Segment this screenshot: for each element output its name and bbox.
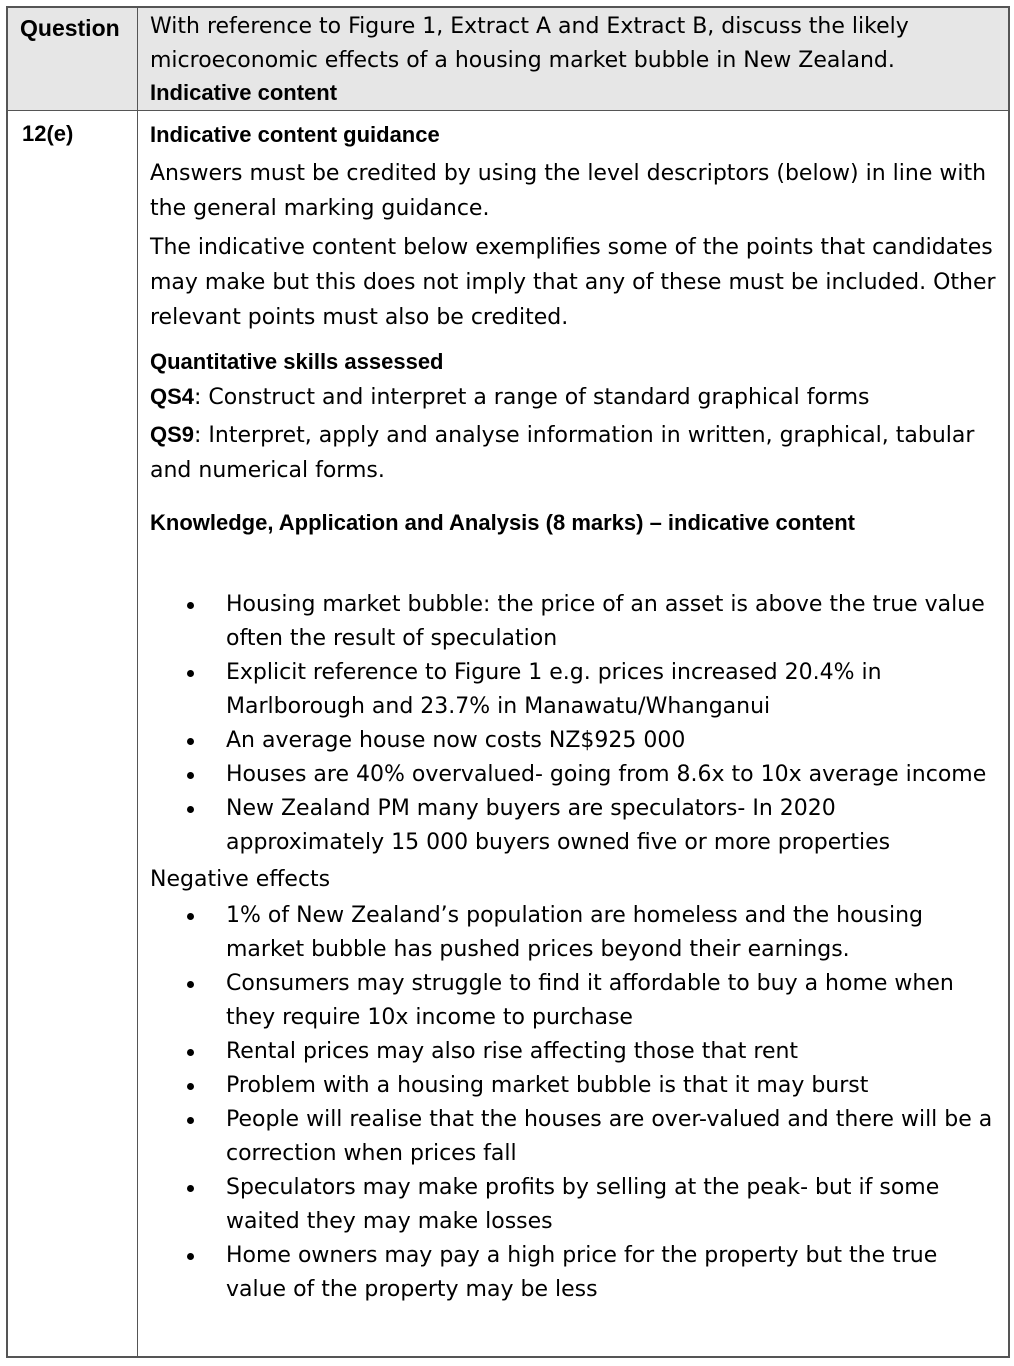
bullet-icon [187,1185,194,1192]
kaa-heading: Knowledge, Application and Analysis (8 marks) – indicative content [150,510,855,535]
skill-text: : Construct and interpret a range of standard graphical forms [194,385,870,410]
list-item-text: Houses are 40% overvalued- going from 8.6x to 10x average income [226,762,987,787]
list-item-text: 1% of New Zealand’s population are homeless and the housing market bubble has pushed prices beyond their earnings. [226,903,923,962]
list-item [150,724,998,758]
bullet-icon [187,981,194,988]
list-item-text: New Zealand PM many buyers are speculators- In 2020 approximately 15 000 buyers owned five or more properties [226,796,891,855]
list-item-text: People will realise that the houses are over-valued and there will be a correction when prices fall [226,1107,993,1166]
negative-effects-heading: Negative effects [150,867,331,892]
list-item [150,1171,998,1239]
column-divider [137,8,138,1356]
guidance-paragraph-1: Answers must be credited by using the level descriptors (below) in line with the general marking guidance. [150,161,987,221]
bullet-icon [187,1049,194,1056]
list-item [150,758,998,792]
list-item-text: Home owners may pay a high price for the property but the true value of the property may be less [226,1243,938,1302]
bullet-icon [187,738,194,745]
bullet-icon [187,772,194,779]
list-item-text: Problem with a housing market bubble is that it may burst [226,1073,869,1098]
list-item-text: An average house now costs NZ$925 000 [226,728,686,753]
kaa-bullet-list [150,588,998,860]
question-text: With reference to Figure 1, Extract A and Extract B, discuss the likely microeconomic effects of a housing market bubble in New Zealand. [150,14,909,73]
bullet-icon [187,1117,194,1124]
skill-qs4 [150,379,998,415]
bullet-icon [187,670,194,677]
list-item-text: Rental prices may also rise affecting those that rent [226,1039,799,1064]
indicative-content-label: Indicative content [150,80,338,105]
question-column-label: Question [20,15,120,41]
list-item [150,588,998,656]
list-item-text: Consumers may struggle to find it affordable to buy a home when they require 10x income to purchase [226,971,954,1030]
skills-heading: Quantitative skills assessed [150,349,444,374]
bullet-icon [187,1253,194,1260]
bullet-icon [187,913,194,920]
guidance-paragraph-2: The indicative content below exemplifies some of the points that candidates may make but this does not imply that any of these must be included. Other relevant points must also be credited. [150,235,996,330]
bullet-icon [187,1083,194,1090]
list-item [150,656,998,724]
list-item [150,899,998,967]
skill-text: : Interpret, apply and analyse information in written, graphical, tabular and numerical forms. [150,423,975,483]
question-number: 12(e) [22,121,74,146]
list-item [150,1069,998,1103]
skill-qs9 [150,417,998,488]
guidance-heading: Indicative content guidance [150,122,440,147]
answer-content [150,120,998,1307]
list-item [150,1103,998,1171]
list-item-text: Explicit reference to Figure 1 e.g. prices increased 20.4% in Marlborough and 23.7% in Manawatu/Whanganui [226,660,882,719]
bullet-icon [187,806,194,813]
list-item [150,792,998,860]
list-item [150,967,998,1035]
skill-code: QS9 [150,422,195,447]
negative-bullet-list [150,899,998,1307]
list-item-text: Speculators may make profits by selling at the peak- but if some waited they may make losses [226,1175,940,1234]
skill-code: QS4 [150,384,195,409]
list-item-text: Housing market bubble: the price of an asset is above the true value often the result of speculation [226,592,985,651]
bullet-icon [187,602,194,609]
mark-scheme-table [6,6,1010,1358]
list-item [150,1239,998,1307]
list-item [150,1035,998,1069]
